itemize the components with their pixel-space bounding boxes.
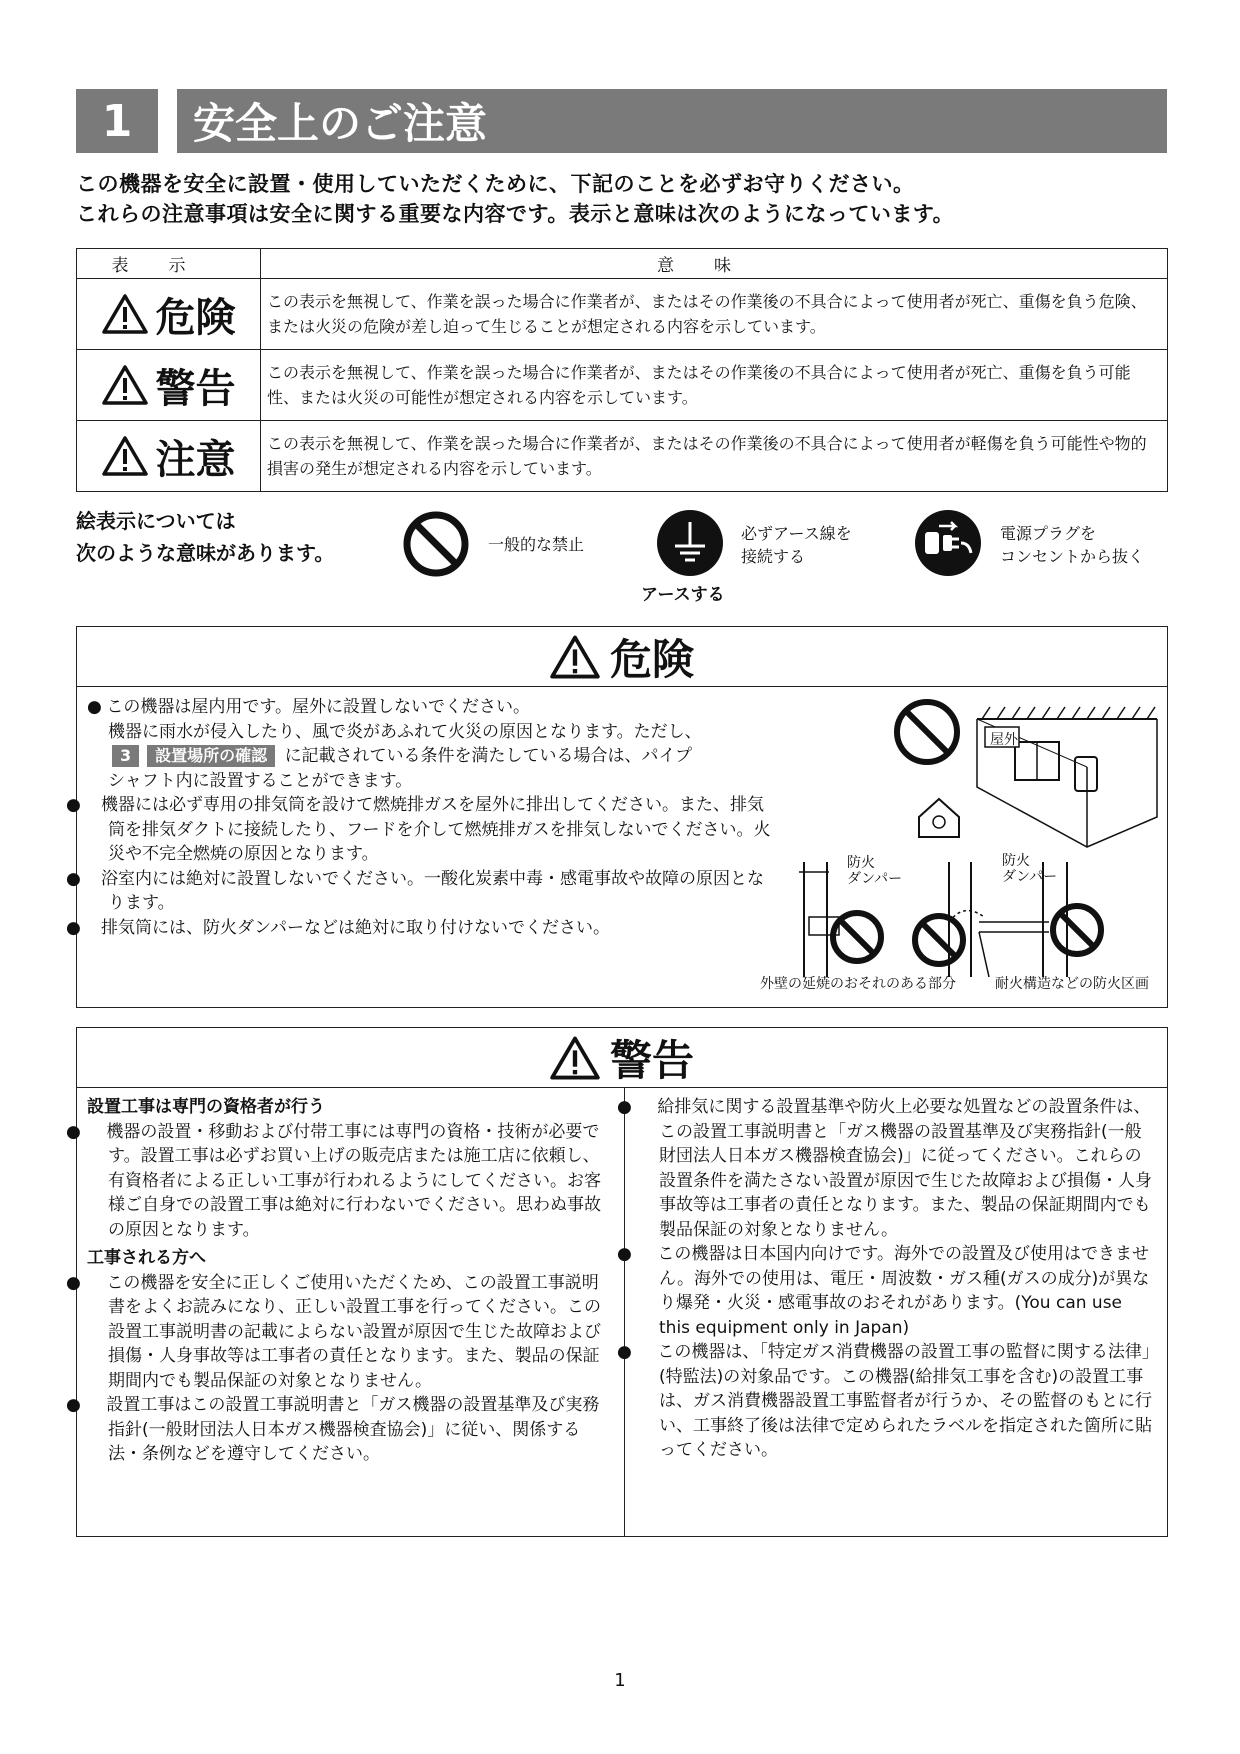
signal-warning xyxy=(77,350,261,421)
bullet-dot: ● xyxy=(66,868,81,889)
warning-triangle-icon xyxy=(550,634,600,680)
figure-caption-right: 耐火構造などの防火区画 xyxy=(995,976,1149,992)
danger-bullet-1-cont xyxy=(87,720,777,745)
warning-panel-title: 警告 xyxy=(609,1035,694,1085)
danger-bullet-4-text: 排気筒には、防火ダンパーなどは絶対に取り付けないでください。 xyxy=(101,917,610,938)
pictogram-intro-line-2: 次のような意味があります。 xyxy=(76,541,335,565)
danger-bullet-2 xyxy=(66,793,777,867)
plug-label xyxy=(1000,522,1144,568)
earth-ground-icon xyxy=(655,508,725,578)
left-bullet-3-text: 設置工事はこの設置工事説明書と「ガス機器の設置基準及び実務指針(一般財団法人日本ガス機器検査協会)」に従い、関係する法・条例などを遵守してください。 xyxy=(106,1395,600,1464)
left-heading-1: 設置工事は専門の資格者が行う xyxy=(87,1097,325,1117)
right-bullet-2 xyxy=(617,1242,1158,1340)
danger-bullets xyxy=(66,695,777,940)
intro-line-1: この機器を安全に設置・使用していただくために、下記のことを必ずお守りください。 xyxy=(76,172,915,196)
earth-label-line-2: 接続する xyxy=(741,547,806,566)
signal-word-text: 危険 xyxy=(155,294,236,341)
earth-label xyxy=(741,522,852,568)
damper-label-right xyxy=(1002,853,1057,885)
signal-danger xyxy=(77,279,261,350)
unplug-icon xyxy=(913,508,983,578)
danger-bullet-3 xyxy=(66,867,777,916)
bullet-dot: ● xyxy=(66,1121,81,1142)
damper-label-left xyxy=(847,855,902,887)
bullet-dot: ● xyxy=(66,795,81,815)
warning-triangle-icon xyxy=(102,364,148,406)
right-bullet-3-text: この機器は、「特定ガス消費機器の設置工事の監督に関する法律」(特監法)の対象品です。この機器(給排気工事を含む)の設置工事は、ガス消費機器設置工事監督者が行うか、その監督のもとに行い、工事終了後は法律で定められたラベルを指定された箇所に貼ってください。 xyxy=(657,1342,1152,1460)
signal-desc: この表示を無視して、作業を誤った場合に作業者が、またはその作業後の不具合によって使用者が死亡、重傷を負う危険、または火災の危険が差し迫って生じることが想定される内容を示しています。 xyxy=(261,279,1168,350)
danger-bullet-2-text: 機器には必ず専用の排気筒を設けて燃焼排ガスを屋外に排出してください。また、排気筒を排気ダクトに接続したり、フードを介して燃焼排ガスを排気しないでください。火災や不完全燃焼の原因となります。 xyxy=(101,795,771,864)
danger-bullet-4 xyxy=(66,916,777,941)
left-bullet-1-text: 機器の設置・移動および付帯工事には専門の資格・技術が必要です。設置工事は必ずお買い上げの販売店または施工店に依頼し、有資格者による正しい工事が行われるようにしてください。お客様ご自身での設置工事は絶対に行わないでください。思わぬ事故の原因となります。 xyxy=(106,1121,601,1240)
section-number: 1 xyxy=(76,89,158,153)
signal-word-table xyxy=(76,248,1168,492)
right-bullet-2-text: この機器は日本国内向けです。海外での設置及び使用はできません。海外での使用は、電圧・周波数・ガス種(ガスの成分)が異なり爆発・火災・感電事故のおそれがあります。(You can use this equipment only in Japan) xyxy=(657,1244,1150,1338)
danger-bullet-1 xyxy=(87,695,777,720)
warning-left-column xyxy=(66,1095,611,1467)
damper-label-left-line-1: 防火 xyxy=(847,855,875,871)
plug-label-line-1: 電源プラグを xyxy=(1000,524,1097,543)
damper-label-right-line-2: ダンパー xyxy=(1002,869,1058,885)
danger-panel xyxy=(66,626,1168,1008)
right-bullet-3 xyxy=(617,1340,1158,1463)
danger-bullet-1-ref xyxy=(87,744,777,769)
left-bullet-3 xyxy=(66,1393,611,1467)
bullet-dot: ● xyxy=(87,697,102,717)
col-display-header: 表示 xyxy=(77,249,261,279)
earth-label-line-1: 必ずアース線を xyxy=(741,524,852,543)
danger-bullet-3-text: 浴室内には絶対に設置しないでください。一酸化炭素中毒・感電事故や故障の原因となります。 xyxy=(101,868,764,913)
left-heading-2: 工事される方へ xyxy=(87,1248,206,1268)
ref-section-number: 3 xyxy=(120,746,132,765)
pictogram-intro xyxy=(76,505,334,569)
danger-panel-header xyxy=(77,627,1167,687)
intro-line-2: これらの注意事項は安全に関する重要な内容です。表示と意味は次のようになっています。 xyxy=(76,202,955,226)
danger-panel-title: 危険 xyxy=(609,634,694,684)
right-bullet-1 xyxy=(617,1095,1158,1242)
page-number: 1 xyxy=(614,1670,626,1691)
danger-bullet-1-line-4: シャフト内に設置することができます。 xyxy=(108,770,413,791)
bullet-dot: ● xyxy=(617,1097,632,1117)
bullet-dot: ● xyxy=(617,1342,632,1362)
ref-section-title: 設置場所の確認 xyxy=(147,745,275,767)
signal-word-text: 警告 xyxy=(155,365,236,412)
danger-bullet-1-line-1: この機器は屋内用です。屋外に設置しないでください。 xyxy=(106,697,531,717)
left-bullet-2-text: この機器を安全に正しくご使用いただくため、この設置工事説明書をよくお読みになり、正しい設置工事を行ってください。この設置工事説明書の記載によらない設置が原因で生じた故障および損傷・人身事故等は工事者の責任となります。また、製品の保証期間内でも製品保証の対象となりません。 xyxy=(106,1272,601,1391)
warning-triangle-icon xyxy=(102,435,148,477)
warning-triangle-icon xyxy=(550,1035,600,1081)
ref-section-badge xyxy=(112,745,139,767)
outdoor-install-figure xyxy=(877,687,1167,862)
column-divider xyxy=(624,1087,625,1536)
signal-desc: この表示を無視して、作業を誤った場合に作業者が、またはその作業後の不具合によって使用者が軽傷を負う可能性や物的損害の発生が想定される内容を示しています。 xyxy=(261,421,1168,492)
bullet-dot: ● xyxy=(66,1395,81,1415)
warning-panel-header xyxy=(77,1028,1167,1088)
earth-caption: アースする xyxy=(641,585,725,605)
section-title: 安全上のご注意 xyxy=(177,89,1167,153)
prohibit-label: 一般的な禁止 xyxy=(488,535,585,554)
right-bullet-1-text: 給排気に関する設置基準や防火上必要な処置などの設置条件は、この設置工事説明書と「ガス機器の設置基準及び実務指針(一般財団法人日本ガス機器検査協会)」に従ってください。これらの設置条件を満たさない設置が原因で生じた故障および損傷・人身事故等は工事者の責任となります。また、製品の保証期間内でも製品保証の対象となりません。 xyxy=(657,1097,1152,1240)
figure-outdoor-label: 屋外 xyxy=(990,732,1018,748)
figure-caption-left: 外壁の延焼のおそれのある部分 xyxy=(760,976,956,992)
danger-bullet-1-line-3: に記載されている条件を満たしている場合は、パイプ xyxy=(284,746,693,766)
signal-word-text: 注意 xyxy=(155,436,236,483)
prohibition-icon xyxy=(402,510,470,578)
bullet-dot: ● xyxy=(66,917,81,938)
warning-panel xyxy=(66,1027,1168,1537)
bullet-dot: ● xyxy=(66,1272,81,1293)
left-bullet-1 xyxy=(66,1120,611,1243)
damper-label-right-line-1: 防火 xyxy=(1002,853,1030,869)
signal-desc: この表示を無視して、作業を誤った場合に作業者が、またはその作業後の不具合によって使用者が死亡、重傷を負う可能性、または火災の可能性が想定される内容を示しています。 xyxy=(261,350,1168,421)
danger-bullet-1-line-2: 機器に雨水が侵入したり、風で炎があふれて火災の原因となります。ただし、 xyxy=(108,721,702,742)
pictogram-intro-line-1: 絵表示については xyxy=(76,509,236,533)
danger-bullet-1-end xyxy=(87,769,777,794)
warning-triangle-icon xyxy=(102,293,148,335)
left-bullet-2 xyxy=(66,1271,611,1394)
damper-label-left-line-2: ダンパー xyxy=(847,871,903,887)
plug-label-line-2: コンセントから抜く xyxy=(1000,547,1145,566)
signal-caution xyxy=(77,421,261,492)
warning-right-column xyxy=(617,1095,1158,1463)
bullet-dot: ● xyxy=(617,1244,632,1264)
col-meaning-header: 意味 xyxy=(261,249,1168,279)
